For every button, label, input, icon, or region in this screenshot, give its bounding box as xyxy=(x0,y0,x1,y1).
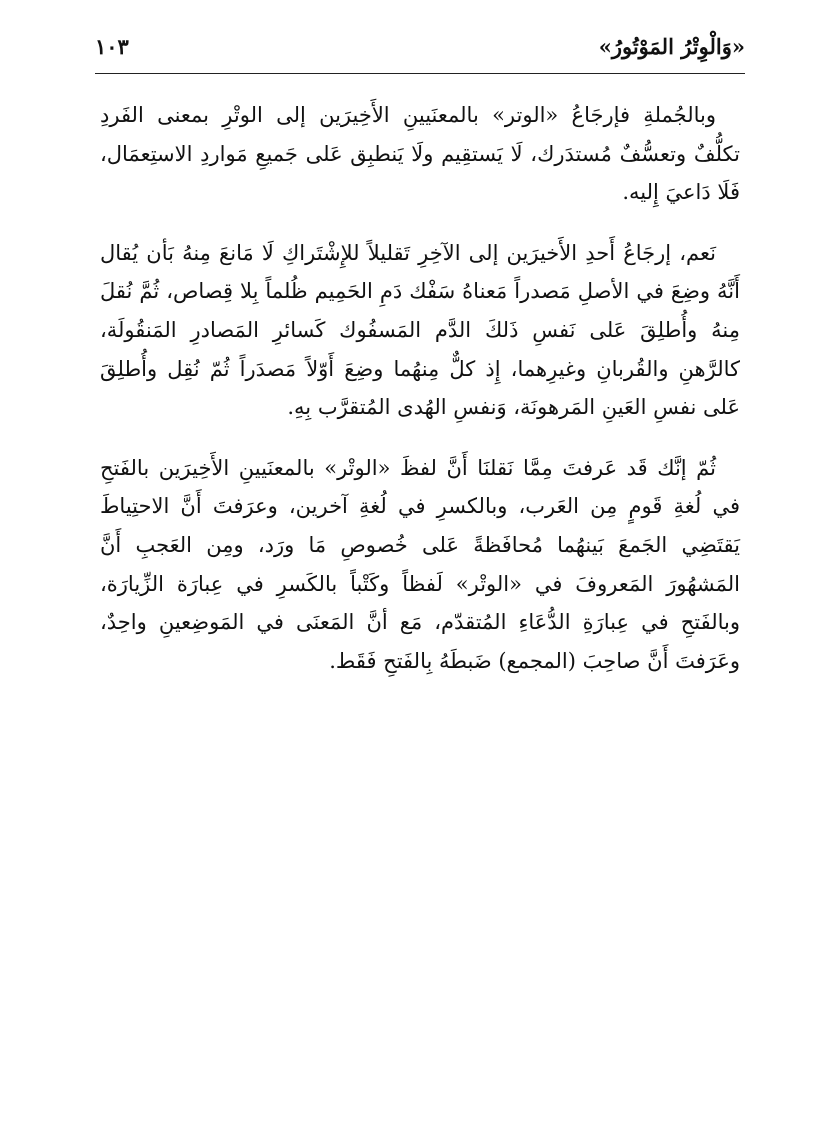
page-number: ١٠٣ xyxy=(95,34,129,59)
paragraph-1: وبالجُملةِ فإرجَاعُ «الوتر» بالمعنَيينِ الأَخِيرَين إلى الوتْرِ بمعنى الفَردِ تكلُّفٌ وتعسُّفٌ مُستدَرك، لَا يَستقِيم ولَا يَنطبِق عَلى جَميعِ مَواردِ الاستِعمَال، فَلَا دَاعيَ إِليه. xyxy=(100,103,740,205)
header-divider xyxy=(95,73,745,74)
running-title: «وَالْوِتْرُ المَوْتُورُ» xyxy=(598,34,745,59)
paragraph-3: ثُمّ إنَّك قَد عَرفتَ مِمَّا نَقلنَا أَنَّ لفظَ «الوتْر» بالمعنَيينِ الأَخِيرَين بالفَتحِ في لُغةِ قَومٍ مِن العَرب، وبالكسرِ في لُغةِ آخرين، وعرَفتَ أَنَّ الاحتِياطَ يَقتَضِي الجَمعَ بَينهُما مُحافَظةً عَلى خُصوصِ مَا ورَد، ومِن العَجبِ أَنَّ المَشهُورَ المَعروفَ في «الوتْر» لَفظاً وكَتْباً بالكَسرِ في عِبارَة الزِّيارَة، وبالفَتحِ في عِبارَةِ الدُّعَاءِ المُتقدّم، مَع أنَّ المَعنَى في المَوضِعينِ واحِدٌ، وعَرَفتَ أَنَّ صاحِبَ (المجمع) ضَبطَهُ بِالفَتحِ فَقَط. xyxy=(100,455,740,673)
body-text xyxy=(100,96,740,680)
page-header xyxy=(95,32,745,72)
paragraph-2: نَعم، إرجَاعُ أَحدِ الأَخيرَين إلى الآخِرِ تَقليلاً للإِشْتَراكِ لَا مَانعَ مِنهُ بَأن يُقال أَنَّهُ وضِعَ في الأصلِ مَصدراً مَعناهُ سَفْك دَمِ الحَمِيم ظُلماً بِلا قِصاص، ثُمَّ نُقلَ مِنهُ وأُطلِقَ عَلى نَفسِ ذَلكَ الدَّم المَسفُوك كَسائرِ المَصادرِ المَنقُولَة، كالرَّهنِ والقُربانِ وغيرِهما، إِذ كلٌّ مِنهُما وضِعَ أَوّلاً مَصدَراً ثُمّ نُقِل وأُطلِقَ عَلى نفسِ العَينِ المَرهونَة، وَنفسِ الهُدى المُتقرَّب بِهِ. xyxy=(100,240,740,420)
